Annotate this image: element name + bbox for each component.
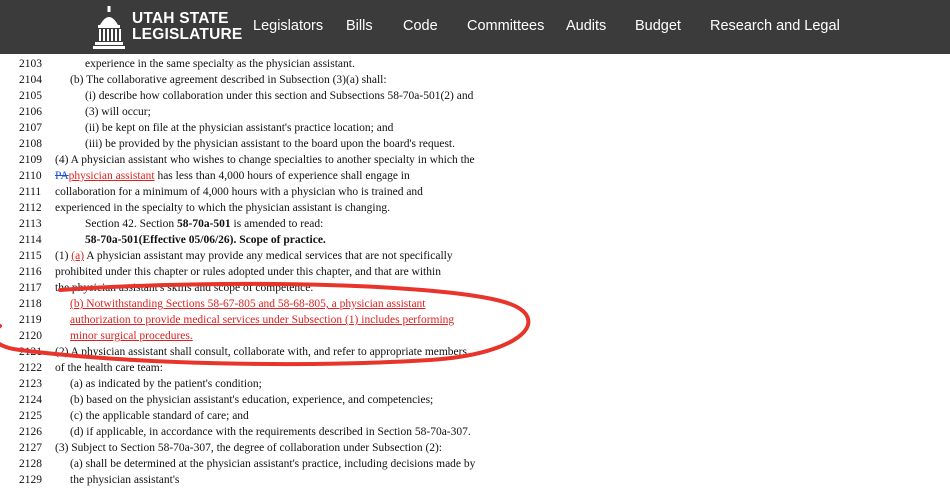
line-text-pre: (1) [55,250,72,262]
line-text [55,168,410,184]
nav-legislators[interactable]: Legislators [253,18,324,34]
line-text: (d) if applicable, in accordance with the requirements described in Section 58-70a-307. [70,426,471,438]
section-heading: 58-70a-501(Effective 05/06/26). Scope of practice. [85,234,326,246]
line-text [55,248,453,264]
site-header [0,0,950,54]
logo-line-2: LEGISLATURE [132,26,243,43]
line-number: 2120 [19,330,42,342]
line-number: 2109 [19,154,42,166]
inserted-text: (b) Notwithstanding Sections 58-67-805 and 58-68-805, a physician assistant [70,298,426,310]
line-number: 2110 [19,170,42,182]
line-text: prohibited under this chapter or rules adopted under this chapter, and that are within [55,266,441,278]
line-text: (4) A physician assistant who wishes to change specialties to another specialty in which the [55,154,475,166]
line-text: (i) describe how collaboration under this section and Subsections 58-70a-501(2) and [85,90,474,102]
nav-code[interactable]: Code [403,18,438,34]
line-text-rest: A physician assistant may provide any medical services that are not specifically [84,250,453,262]
capitol-icon [92,5,126,49]
section-prefix: Section 42. Section [85,218,177,230]
line-text: of the health care team: [55,362,163,374]
line-number: 2114 [19,234,42,246]
line-text: (b) The collaborative agreement described in Subsection (3)(a) shall: [70,74,387,86]
line-number: 2125 [19,410,42,422]
line-text: (iii) be provided by the physician assistant to the board upon the board's request. [85,138,455,150]
line-number: 2118 [19,298,42,310]
line-text: collaboration for a minimum of 4,000 hours with a physician who is trained and [55,186,423,198]
line-number: 2103 [19,58,42,70]
line-text: (2) A physician assistant shall consult, collaborate with, and refer to appropriate members [55,346,467,358]
line-number: 2117 [19,282,42,294]
line-number: 2111 [19,186,42,198]
struck-text: PA [55,170,69,182]
line-number: 2108 [19,138,42,150]
inserted-text: minor surgical procedures. [70,330,193,342]
line-number: 2116 [19,266,42,278]
line-number: 2122 [19,362,42,374]
line-text: experience in the same specialty as the physician assistant. [85,58,355,70]
line-text: the physician assistant's [70,474,180,486]
line-text: (c) the applicable standard of care; and [70,410,249,422]
line-text: (3) will occur; [85,106,151,118]
inserted-text: (a) [71,250,85,262]
inserted-text: authorization to provide medical services under Subsection (1) includes performing [70,314,455,326]
nav-research-and-legal[interactable]: Research and Legal [710,18,840,34]
line-text: (a) shall be determined at the physician assistant's practice, including decisions made by [70,458,476,470]
line-number: 2127 [19,442,42,454]
bill-text [0,54,950,486]
line-number: 2105 [19,90,42,102]
line-number: 2128 [19,458,42,470]
line-number: 2129 [19,474,42,486]
line-number: 2113 [19,218,42,230]
inserted-text: physician assistant [68,170,155,182]
nav-audits[interactable]: Audits [566,18,607,34]
line-text: experienced in the specialty to which the physician assistant is changing. [55,202,391,214]
logo-text [132,11,242,43]
line-number: 2104 [19,74,42,86]
line-number: 2106 [19,106,42,118]
nav-committees[interactable]: Committees [467,18,545,34]
section-code: 58-70a-501 [177,218,231,230]
line-number: 2115 [19,250,42,262]
section-suffix: is amended to read: [230,218,324,230]
line-number: 2126 [19,426,42,438]
line-number: 2123 [19,378,42,390]
line-number: 2107 [19,122,42,134]
line-number: 2121 [19,346,42,358]
line-number: 2124 [19,394,42,406]
site-logo[interactable] [92,5,242,49]
logo-line-1: UTAH STATE [132,10,229,27]
line-number: 2119 [19,314,42,326]
line-text: (b) based on the physician assistant's education, experience, and competencies; [70,394,434,406]
line-text: (ii) be kept on file at the physician assistant's practice location; and [85,122,394,134]
line-text-rest: has less than 4,000 hours of experience shall engage in [154,170,410,182]
nav-bills[interactable]: Bills [346,18,373,34]
line-text: the physician assistant's skills and scope of competence. [55,282,314,294]
line-text: (3) Subject to Section 58-70a-307, the degree of collaboration under Subsection (2): [55,442,443,454]
nav-budget[interactable]: Budget [635,18,681,34]
line-text: (a) as indicated by the patient's condition; [70,378,262,390]
line-text [85,216,323,232]
line-number: 2112 [19,202,42,214]
